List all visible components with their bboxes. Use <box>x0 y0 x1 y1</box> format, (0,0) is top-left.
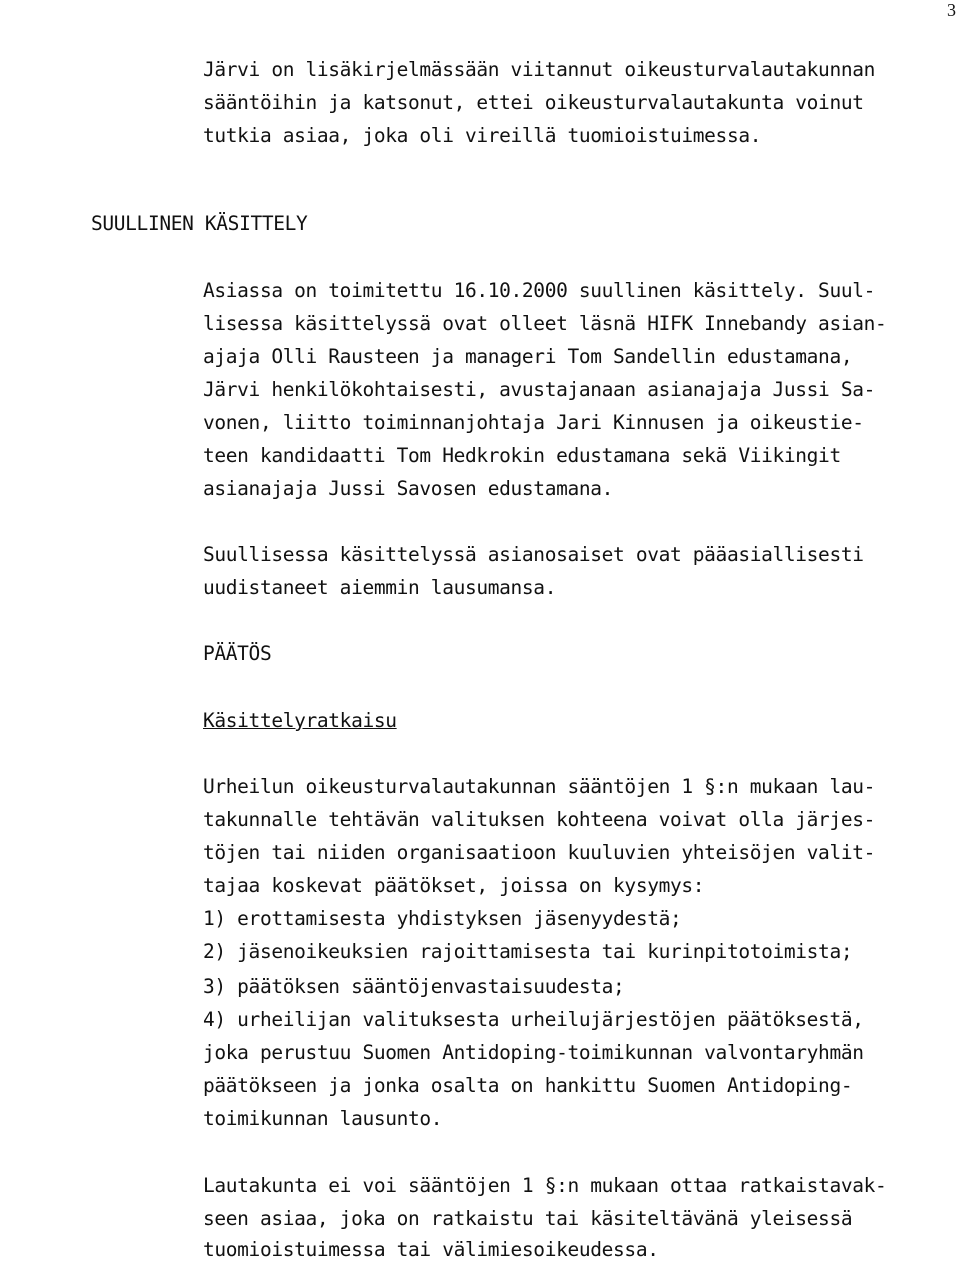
text-line: lisessa käsittelyssä ovat olleet läsnä HIFK Innebandy asian- <box>203 312 887 335</box>
page-number: 3 <box>947 0 956 20</box>
text-line: päätökseen ja jonka osalta on hankittu Suomen Antidoping- <box>203 1074 853 1097</box>
text-line: Suullisessa käsittelyssä asianosaiset ovat pääasiallisesti <box>203 543 864 566</box>
text-line: Urheilun oikeusturvalautakunnan sääntöjen 1 §:n mukaan lau- <box>203 775 876 798</box>
list-item: 4) urheilijan valituksesta urheilujärjestöjen päätöksestä, <box>203 1008 864 1031</box>
text-line: tajaa koskevat päätökset, joissa on kysymys: <box>203 874 705 897</box>
text-line: seen asiaa, joka on ratkaistu tai käsiteltävänä yleisessä <box>203 1207 853 1230</box>
text-line: Asiassa on toimitettu 16.10.2000 suullinen käsittely. Suul- <box>203 279 876 302</box>
text-line: takunnalle tehtävän valituksen kohteena voivat olla järjes- <box>203 808 876 831</box>
section-heading-oral-hearing: SUULLINEN KÄSITTELY <box>91 212 308 235</box>
section-heading-decision: PÄÄTÖS <box>203 642 272 665</box>
text-line: töjen tai niiden organisaatioon kuuluvien yhteisöjen valit- <box>203 841 876 864</box>
text-line: ajaja Olli Rausteen ja manageri Tom Sandellin edustamana, <box>203 345 853 368</box>
text-line: asianajaja Jussi Savosen edustamana. <box>203 477 614 500</box>
text-line: Järvi henkilökohtaisesti, avustajanaan asianajaja Jussi Sa- <box>203 378 876 401</box>
text-line: joka perustuu Suomen Antidoping-toimikunnan valvontaryhmän <box>203 1041 864 1064</box>
text-line: uudistaneet aiemmin lausumansa. <box>203 576 557 599</box>
text-line: Järvi on lisäkirjelmässään viitannut oikeusturvalautakunnan <box>203 58 876 81</box>
list-item: 2) jäsenoikeuksien rajoittamisesta tai kurinpitotoimista; <box>203 940 853 963</box>
text-line: teen kandidaatti Tom Hedkrokin edustamana sekä Viikingit <box>203 444 841 467</box>
text-line: tuomioistuimessa tai välimiesoikeudessa. <box>203 1238 659 1261</box>
text-line: toimikunnan lausunto. <box>203 1107 443 1130</box>
list-item: 1) erottamisesta yhdistyksen jäsenyydestä; <box>203 907 682 930</box>
text-line: vonen, liitto toiminnanjohtaja Jari Kinnusen ja oikeustie- <box>203 411 864 434</box>
text-line: tutkia asiaa, joka oli vireillä tuomioistuimessa. <box>203 124 762 147</box>
text-line: sääntöihin ja katsonut, ettei oikeusturvalautakunta voinut <box>203 91 864 114</box>
subheading-procedural-decision: Käsittelyratkaisu <box>203 709 397 732</box>
text-line: Lautakunta ei voi sääntöjen 1 §:n mukaan ottaa ratkaistavak- <box>203 1174 887 1197</box>
list-item: 3) päätöksen sääntöjenvastaisuudesta; <box>203 975 625 998</box>
